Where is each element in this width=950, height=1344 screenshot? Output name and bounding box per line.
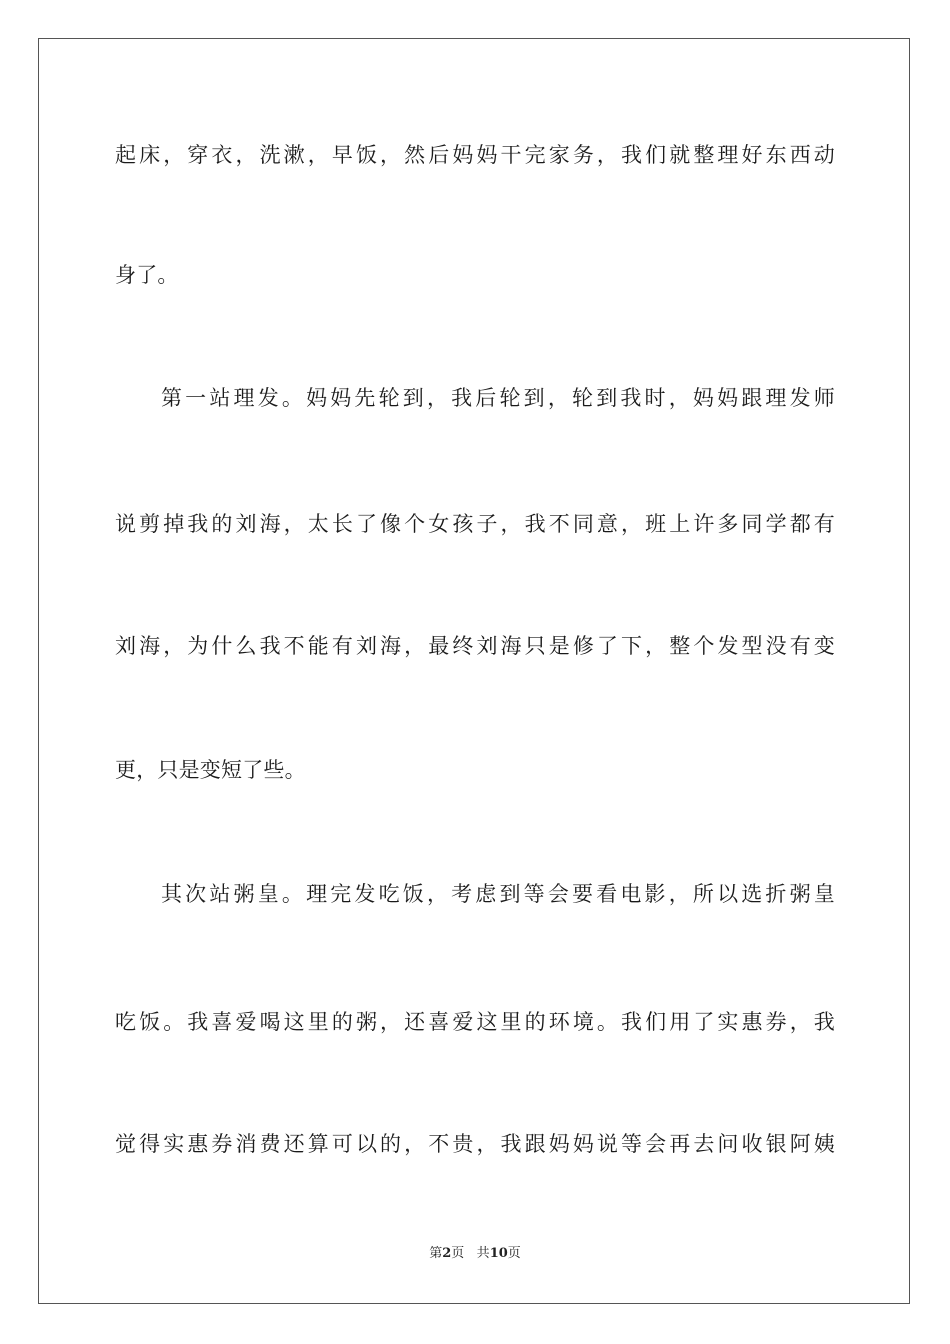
- text-line: 身了。: [115, 263, 179, 287]
- page-footer: [0, 1245, 950, 1263]
- text-line: 说剪掉我的刘海，太长了像个女孩子，我不同意，班上许多同学都有: [115, 512, 835, 536]
- total-prefix: 共: [476, 1246, 490, 1261]
- total-suffix: 页: [507, 1246, 521, 1261]
- text-line: 起床，穿衣，洗漱，早饭，然后妈妈干完家务，我们就整理好东西动: [115, 143, 835, 167]
- text-line: 觉得实惠券消费还算可以的，不贵，我跟妈妈说等会再去问收银阿姨: [115, 1132, 835, 1156]
- page-number: 2: [442, 1246, 452, 1261]
- total-pages: 10: [489, 1246, 508, 1261]
- page-border: [38, 38, 910, 1304]
- page-prefix: 第: [429, 1246, 443, 1261]
- text-line: 刘海，为什么我不能有刘海，最终刘海只是修了下，整个发型没有变: [115, 634, 835, 658]
- text-line: 吃饭。我喜爱喝这里的粥，还喜爱这里的环境。我们用了实惠券，我: [115, 1010, 835, 1034]
- text-line: 其次站粥皇。理完发吃饭，考虑到等会要看电影，所以选折粥皇: [161, 882, 835, 906]
- text-line: 第一站理发。妈妈先轮到，我后轮到，轮到我时，妈妈跟理发师: [161, 386, 835, 410]
- text-line: 更，只是变短了些。: [115, 758, 306, 782]
- page-suffix: 页: [451, 1246, 465, 1261]
